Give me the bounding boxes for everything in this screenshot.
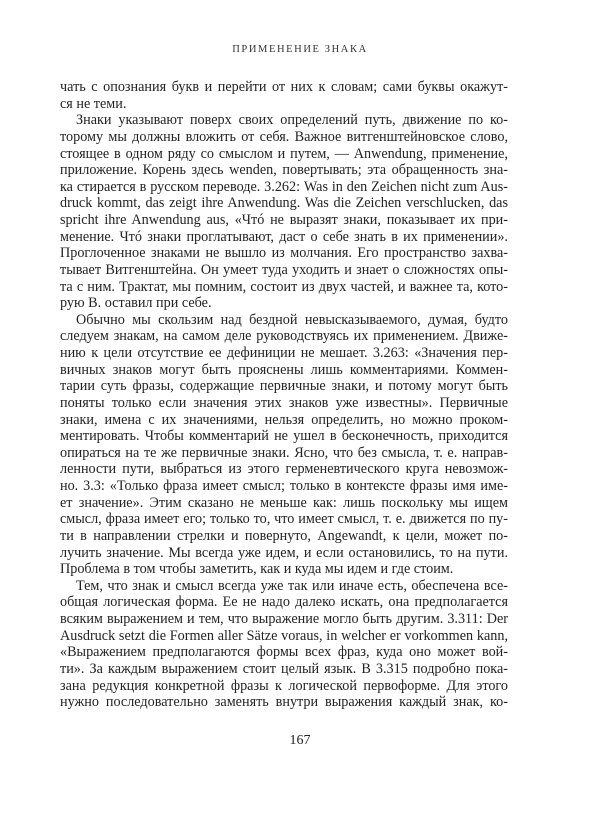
text-line: ленности пути, выбраться из этого герменевтического круга невозмож-	[60, 461, 508, 478]
text-line: нужно последовательно заменять внутри выражения каждый знак, ко-	[60, 694, 508, 711]
text-line: вичных знаков могут быть прояснены лишь комментариями. Коммен-	[60, 361, 508, 378]
text-line: нию к цели отсутствие ее дефиниции не мешает. 3.263: «Значения пер-	[60, 345, 508, 361]
text-line: druck kommt, das zeigt ihre Anwendung. Was die Zeichen verschlucken, das	[60, 195, 508, 212]
text-line: spricht ihre Anwendung aus, «Чтó не выразят знаки, показывает их при-	[60, 212, 508, 228]
text-line: смысл, фраза имеет его; только то, что имеет смысл, т. е. движется по пу-	[60, 511, 508, 528]
text-line: поняты только если значения этих знаков уже известны». Первичные	[60, 394, 508, 411]
text-line: ментировать. Чтобы комментарий не ушел в бесконечность, приходится	[60, 428, 508, 445]
text-line: та с ним. Трактат, мы помним, состоит из двух частей, и важнее та, кото-	[60, 278, 508, 295]
text-line: Тем, что знак и смысл всегда уже так или иначе есть, обеспечена все-	[76, 577, 508, 594]
text-line: Ausdruck setzt die Formen aller Sätze voraus, in welcher er vorkommen kann,	[60, 627, 508, 644]
text-line: приложение. Корень здесь wenden, повертывать; эта обращенность зна-	[60, 162, 508, 179]
text-line: «Выражением предполагаются формы всех фраз, куда оно может вой-	[60, 644, 508, 661]
text-line: всяким выражением и тем, что выражение могло быть другим. 3.311: Der	[60, 611, 508, 627]
running-head: ПРИМЕНЕНИЕ ЗНАКА	[232, 44, 368, 55]
text-line: торому мы должны вложить от себя. Важное витгенштейновское слово,	[60, 128, 508, 145]
text-line: следуем знакам, на самом деле руководствуясь их применением. Движе-	[60, 328, 508, 345]
text-line: чать с опознания букв и перейти от них к словам; сами буквы окажут-	[60, 79, 508, 95]
text-line: Знаки указывают поверх своих определений путь, движение по ко-	[76, 112, 508, 129]
text-line: стоящее в одном ряду со смыслом и путем, — Anwendung, применение,	[60, 145, 508, 162]
text-line: ся не теми.	[60, 95, 127, 112]
body-text	[60, 79, 508, 711]
text-line: тывает Витгенштейна. Он умеет туда уходить и знает о сложностях опы-	[60, 261, 508, 278]
text-line: ти». За каждым выражением стоит целый язык. В 3.315 подробно пока-	[60, 660, 508, 677]
text-line: лучить значение. Мы всегда уже идем, и если остановились, то на пути.	[60, 544, 508, 561]
text-line: тарии суть фразы, содержащие первичные знаки, и потому могут быть	[60, 378, 508, 395]
text-line: ет значение». Этим сказано не меньше как: лишь поскольку мы ищем	[60, 494, 508, 511]
text-line: опираться на те же первичные знаки. Ясно, что без смысла, т. е. направ-	[60, 444, 508, 461]
text-line: знаки, имена с их значениями, нельзя определить, но можно проком-	[60, 411, 508, 428]
text-line: Проглоченное знаками не вышло из молчания. Его пространство захва-	[60, 245, 508, 262]
page-number: 167	[289, 733, 311, 748]
text-line: ти в направлении стрелки и повернуто, Angewandt, к цели, может по-	[60, 527, 508, 544]
text-line: рую В. оставил при себе.	[60, 295, 212, 312]
text-line: менение. Чтó знаки проглатывают, даст о себе знать в их применении».	[60, 228, 508, 245]
text-line: зана редукция конкретной фразы к логической первоформе. Для этого	[60, 677, 508, 694]
text-line: ка стирается в русском переводе. 3.262: Was in den Zeichen nicht zum Aus-	[60, 178, 508, 195]
text-line: Проблема в том чтобы заметить, как и куда мы идем и где стоим.	[60, 561, 454, 578]
text-line: но. 3.3: «Только фраза имеет смысл; только в контексте фразы имя име-	[60, 478, 508, 494]
text-line: общая логическая форма. Ее не надо далеко искать, она предполагается	[60, 594, 508, 611]
text-line: Обычно мы скользим над бездной невысказываемого, думая, будто	[76, 311, 508, 328]
